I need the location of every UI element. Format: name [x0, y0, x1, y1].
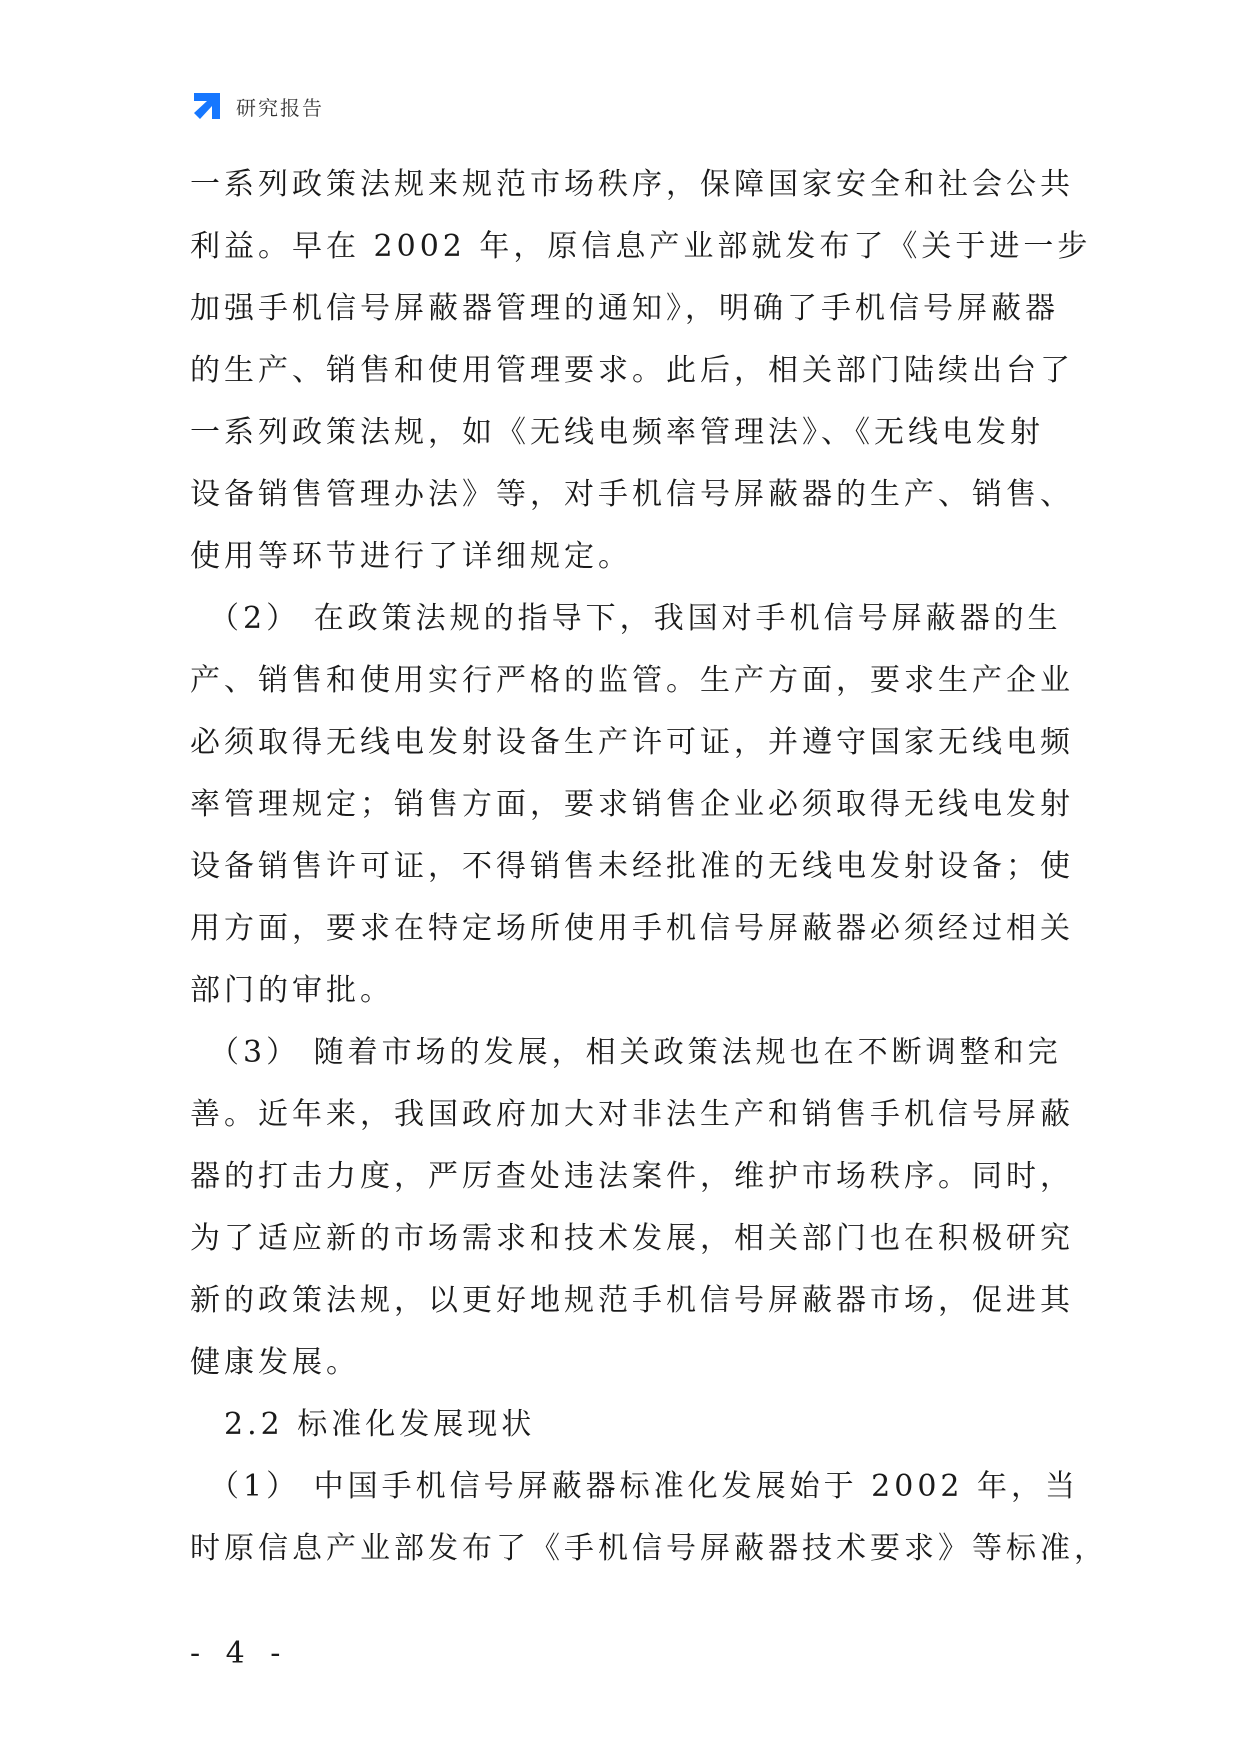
body-line: （3） 随着市场的发展，相关政策法规也在不断调整和完: [190, 1035, 1062, 1070]
section-heading: 2.2 标准化发展现状: [190, 1407, 536, 1442]
document-body: [190, 154, 1108, 1580]
page-header: [190, 88, 324, 124]
body-line: 产、销售和使用实行严格的监管。生产方面，要求生产企业: [190, 663, 1074, 698]
body-line: 的生产、销售和使用管理要求。此后，相关部门陆续出台了: [190, 353, 1074, 388]
body-line: 设备销售许可证，不得销售未经批准的无线电发射设备；使: [190, 849, 1074, 884]
body-line: 部门的审批。: [190, 973, 394, 1008]
page-number: - 4 -: [190, 1636, 289, 1671]
arrow-logo-icon: [190, 89, 224, 123]
body-line: 用方面，要求在特定场所使用手机信号屏蔽器必须经过相关: [190, 911, 1074, 946]
body-line: 必须取得无线电发射设备生产许可证，并遵守国家无线电频: [190, 725, 1074, 760]
body-line: 善。近年来，我国政府加大对非法生产和销售手机信号屏蔽: [190, 1097, 1074, 1132]
body-line: 使用等环节进行了详细规定。: [190, 539, 632, 574]
body-line: 一系列政策法规，如《无线电频率管理法》、《无线电发射: [190, 415, 1044, 450]
body-line: （1） 中国手机信号屏蔽器标准化发展始于 2002 年，当: [190, 1469, 1080, 1504]
body-line: 健康发展。: [190, 1345, 360, 1380]
body-line: 器的打击力度，严厉查处违法案件，维护市场秩序。同时，: [190, 1159, 1074, 1194]
body-line: （2） 在政策法规的指导下，我国对手机信号屏蔽器的生: [190, 601, 1062, 636]
body-line: 新的政策法规，以更好地规范手机信号屏蔽器市场，促进其: [190, 1283, 1074, 1318]
body-line: 一系列政策法规来规范市场秩序，保障国家安全和社会公共: [190, 167, 1074, 202]
body-line: 设备销售管理办法》等，对手机信号屏蔽器的生产、销售、: [190, 477, 1074, 512]
body-line: 利益。早在 2002 年，原信息产业部就发布了《关于进一步: [190, 229, 1092, 264]
body-line: 加强手机信号屏蔽器管理的通知》，明确了手机信号屏蔽器: [190, 291, 1059, 326]
body-line: 时原信息产业部发布了《手机信号屏蔽器技术要求》等标准，: [190, 1531, 1108, 1566]
body-line: 率管理规定；销售方面，要求销售企业必须取得无线电发射: [190, 787, 1074, 822]
header-title: 研究报告: [236, 95, 324, 120]
body-line: 为了适应新的市场需求和技术发展，相关部门也在积极研究: [190, 1221, 1074, 1256]
